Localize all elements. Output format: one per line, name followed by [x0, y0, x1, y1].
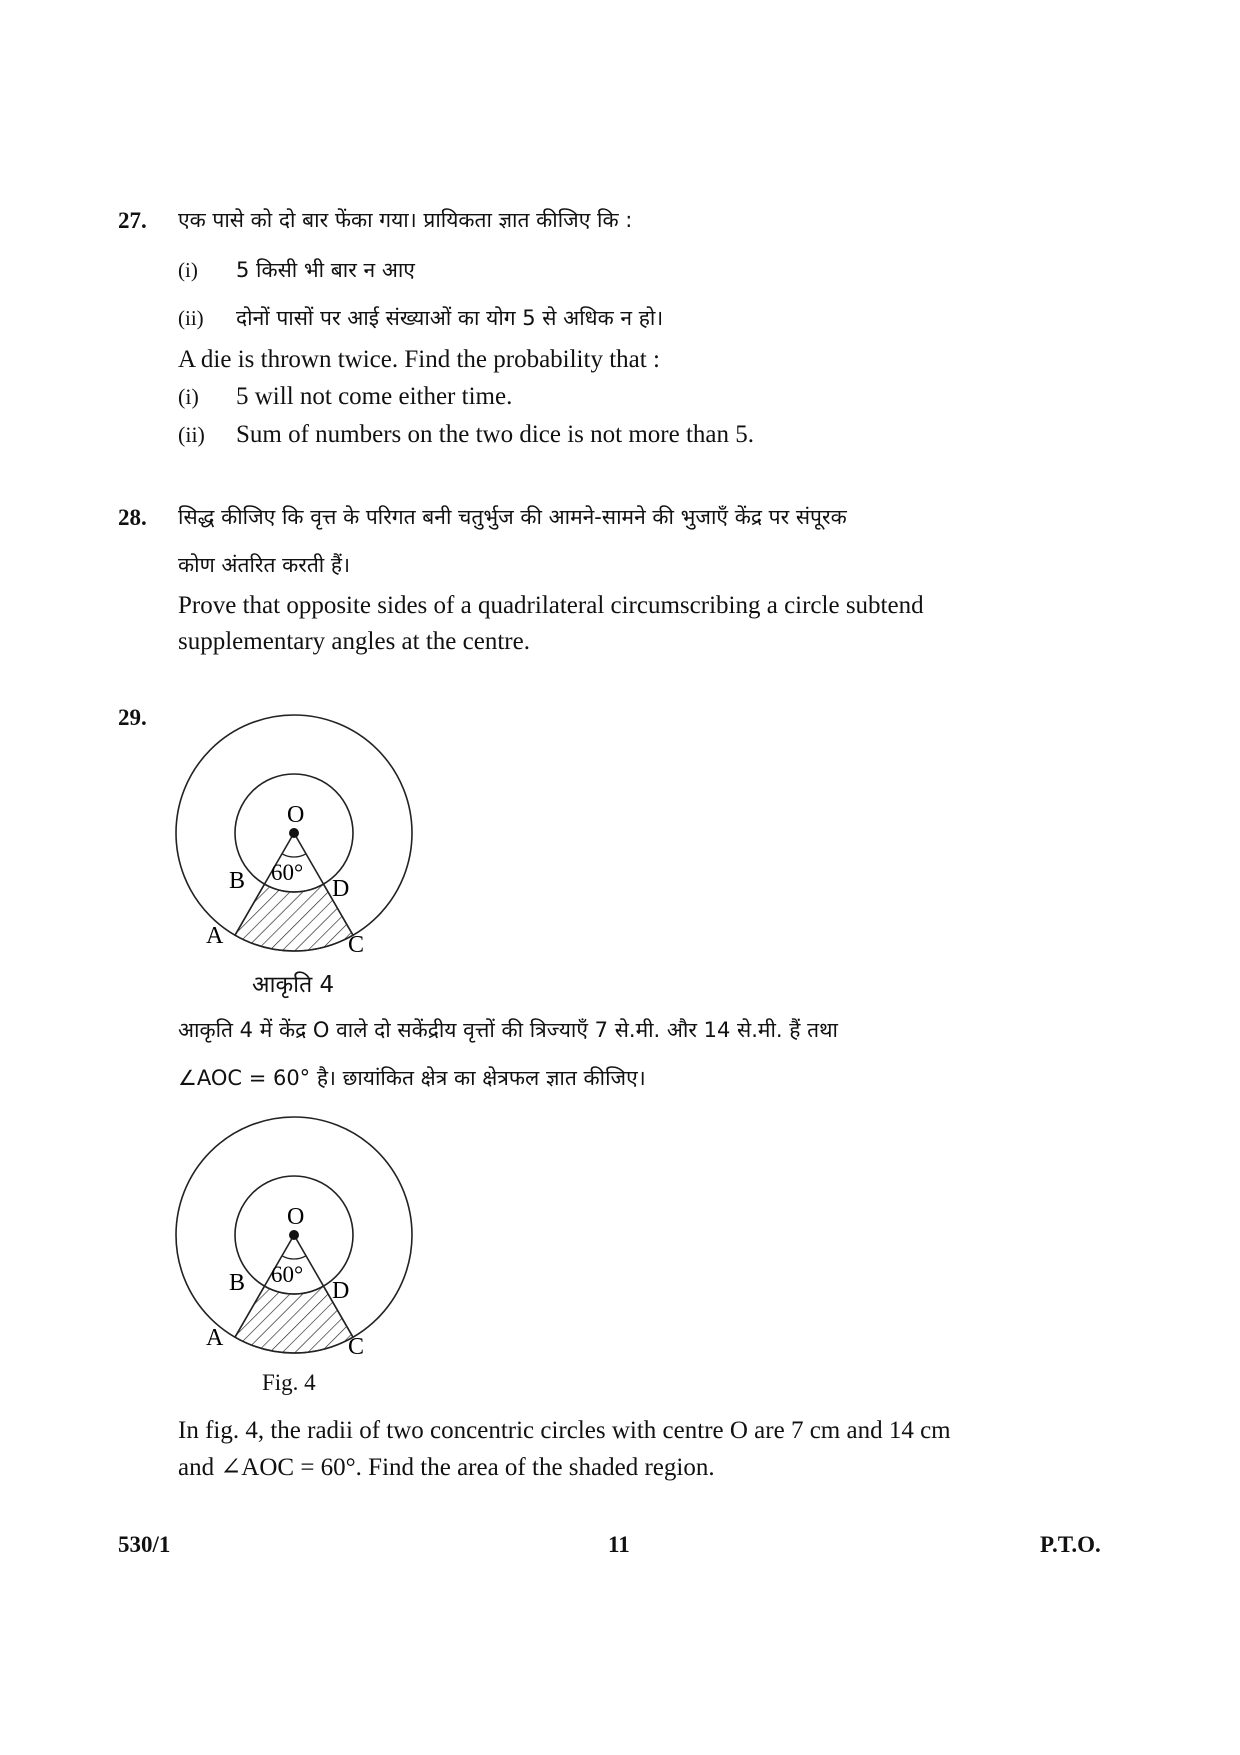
question-27-hindi-part-ii — [178, 304, 663, 332]
question-28-number: 28. — [118, 505, 147, 530]
question-27-english-part-i — [178, 383, 512, 411]
part-label: (ii) — [178, 422, 205, 447]
page-number: 11 — [608, 1532, 630, 1557]
part-text: 5 किसी भी बार न आए — [236, 258, 415, 282]
please-turn-over: P.T.O. — [1040, 1532, 1101, 1557]
label-C: C — [348, 1334, 365, 1360]
label-B: B — [229, 868, 246, 894]
question-29-hindi-line-2: ∠AOC = 60° है। छायांकित क्षेत्र का क्षेत्रफल ज्ञात कीजिए। — [178, 1066, 646, 1090]
centre-point — [289, 828, 299, 838]
part-text: Sum of numbers on the two dice is not more than 5. — [236, 421, 754, 448]
label-B: B — [229, 1270, 246, 1296]
question-28-hindi-line-1: सिद्ध कीजिए कि वृत्त के परिगत बनी चतुर्भुज की आमने-सामने की भुजाएँ केंद्र पर संपूरक — [178, 505, 847, 529]
part-label: (i) — [178, 384, 199, 409]
label-A: A — [206, 1325, 224, 1351]
label-D: D — [332, 1278, 350, 1304]
label-D: D — [332, 876, 350, 902]
label-O: O — [287, 802, 305, 828]
label-A: A — [206, 923, 224, 949]
question-27-hindi-stem: एक पासे को दो बार फेंका गया। प्रायिकता ज्ञात कीजिए कि : — [178, 208, 633, 232]
question-27-english-stem: A die is thrown twice. Find the probability that : — [178, 346, 660, 373]
paper-code: 530/1 — [118, 1532, 171, 1557]
part-text: 5 will not come either time. — [236, 383, 513, 410]
part-label: (ii) — [178, 306, 204, 330]
label-C: C — [348, 932, 365, 958]
label-angle: 60° — [271, 1262, 304, 1287]
centre-point — [289, 1230, 299, 1240]
figure-caption-hindi: आकृति 4 — [252, 972, 335, 998]
question-27-hindi-part-i — [178, 256, 415, 284]
concentric-circles-figure-hindi — [170, 706, 430, 976]
question-28-english-line-1: Prove that opposite sides of a quadrilateral circumscribing a circle subtend — [178, 592, 924, 619]
concentric-circles-figure-english — [170, 1108, 430, 1378]
label-O: O — [287, 1204, 305, 1230]
part-text: दोनों पासों पर आई संख्याओं का योग 5 से अधिक न हो। — [236, 306, 664, 330]
part-label: (i) — [178, 258, 198, 282]
question-28-hindi-line-2: कोण अंतरित करती हैं। — [178, 553, 351, 577]
question-27-english-part-ii — [178, 421, 754, 449]
question-27-number: 27. — [118, 208, 147, 233]
question-29-english-line-1: In fig. 4, the radii of two concentric circles with centre O are 7 cm and 14 cm — [178, 1417, 951, 1444]
question-29-number: 29. — [118, 705, 147, 730]
question-29-english-line-2: and ∠AOC = 60°. Find the area of the shaded region. — [178, 1454, 715, 1481]
question-29-hindi-line-1: आकृति 4 में केंद्र O वाले दो सकेंद्रीय वृत्तों की त्रिज्याएँ 7 से.मी. और 14 से.मी. हैं तथा — [178, 1018, 838, 1042]
label-angle: 60° — [271, 860, 304, 885]
question-28-english-line-2: supplementary angles at the centre. — [178, 628, 530, 655]
figure-caption-english: Fig. 4 — [262, 1370, 316, 1395]
